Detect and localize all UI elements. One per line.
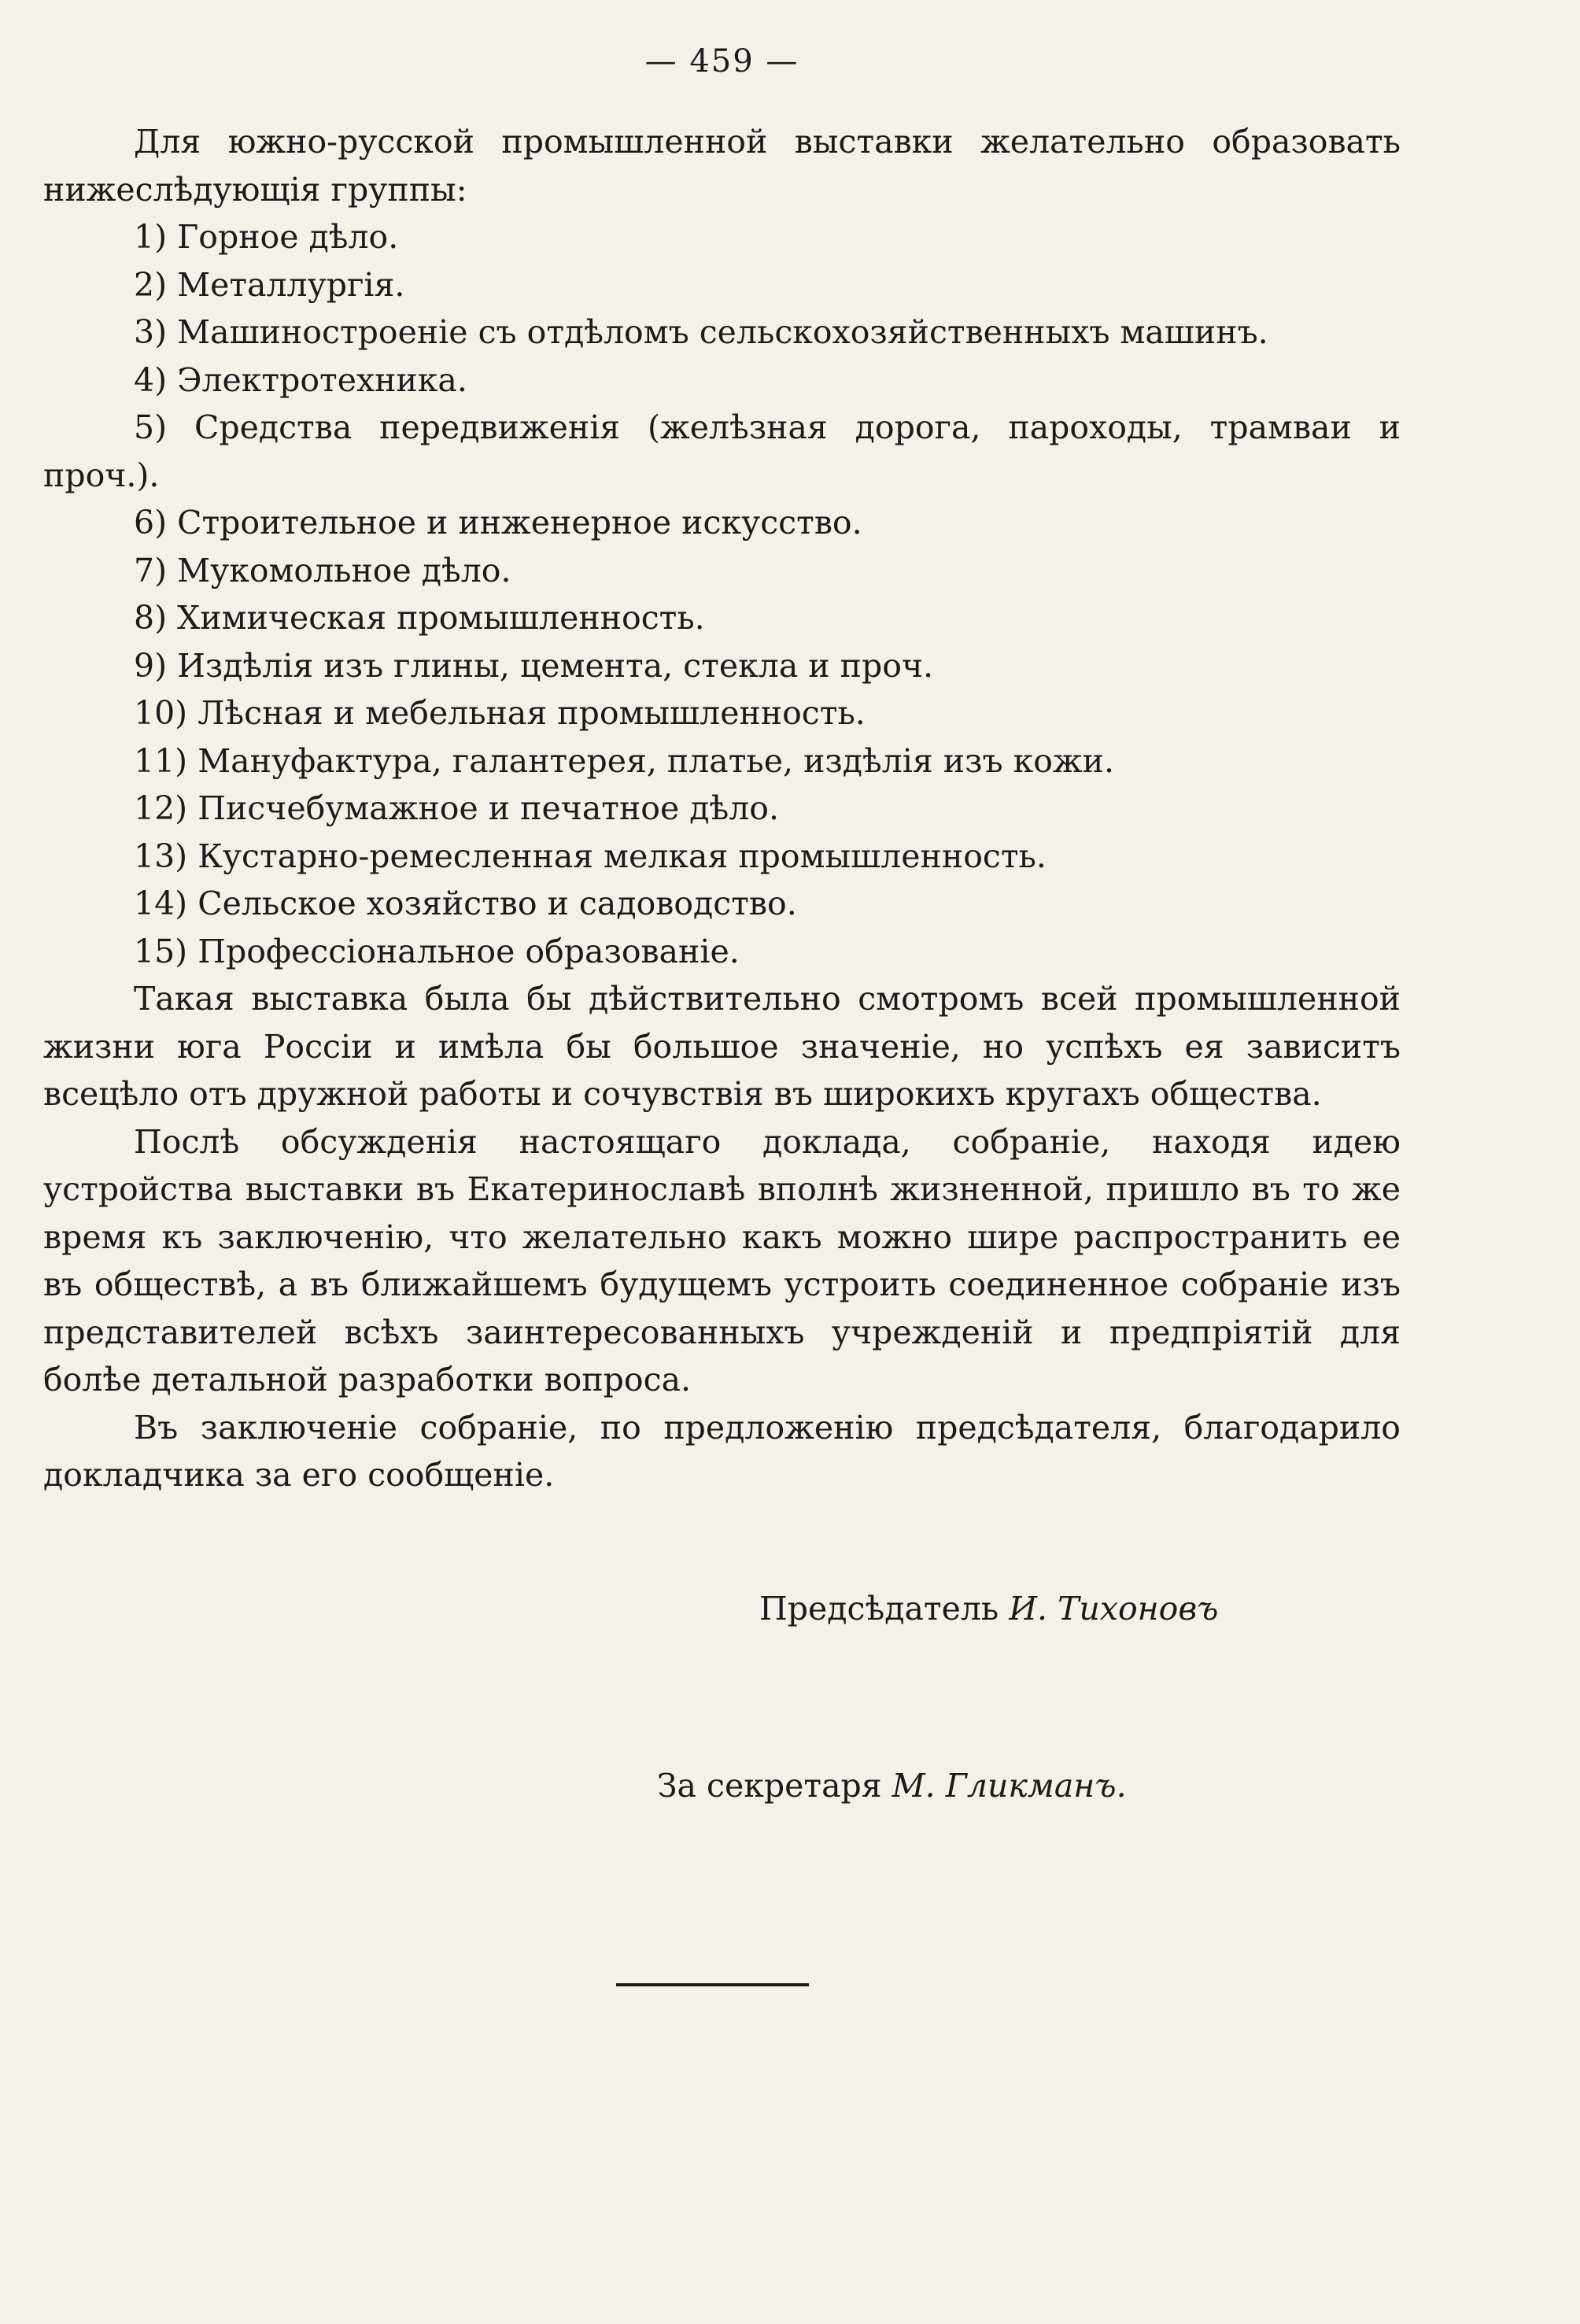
secretary-signature [657, 1767, 1127, 1805]
document-body [43, 118, 1401, 1499]
list-item: 10) Лѣсная и мебельная промышленность. [134, 694, 866, 732]
exhibition-significance-paragraph: Такая выставка была бы дѣйствительно смотромъ всей промышленной жизни юга Россіи и имѣла бы большое значеніе, но успѣхъ ея зависитъ всецѣло отъ дружной работы и сочувствія въ широкихъ кругахъ общества. [43, 980, 1401, 1113]
secretary-title: За секретаря [657, 1767, 882, 1805]
list-item: 15) Профессіональное образованіе. [134, 932, 740, 970]
secretary-name: М. Гликманъ. [892, 1767, 1127, 1805]
list-item: 12) Писчебумажное и печатное дѣло. [134, 789, 779, 827]
list-item: 3) Машиностроеніе съ отдѣломъ сельскохозяйственныхъ машинъ. [134, 313, 1268, 351]
list-item: 8) Химическая промышленность. [134, 599, 705, 637]
chair-signature [759, 1590, 1219, 1628]
closing-paragraph: Въ заключеніе собраніе, по предложенію предсѣдателя, благодарило докладчика за его сообщеніе. [43, 1408, 1401, 1494]
document-page [43, 0, 1401, 2324]
list-item: 13) Кустарно-ремесленная мелкая промышленность. [134, 837, 1047, 875]
list-item: 1) Горное дѣло. [134, 218, 399, 256]
list-item: 9) Издѣлія изъ глины, цемента, стекла и проч. [134, 646, 934, 685]
chair-title: Предсѣдатель [759, 1590, 999, 1628]
list-item: 14) Сельское хозяйство и садоводство. [134, 885, 797, 922]
list-item: 4) Электротехника. [134, 360, 467, 399]
list-item: 5) Средства передвиженія (желѣзная дорога, пароходы, трамваи и проч.). [43, 408, 1401, 494]
closing-rule [616, 1983, 809, 1986]
meeting-resolution-paragraph: Послѣ обсужденія настоящаго доклада, собраніе, находя идею устройства выставки въ Екатеринославѣ вполнѣ жизненной, пришло въ то же время къ заключенію, что желательно какъ можно шире распространить ее въ обществѣ, а въ ближайшемъ будущемъ устроить соединенное собраніе изъ представителей всѣхъ заинтересованныхъ учрежденій и предпріятій для болѣе детальной разработки вопроса. [43, 1122, 1401, 1398]
list-item: 7) Мукомольное дѣло. [134, 551, 511, 589]
chair-name: И. Тихоновъ [1009, 1590, 1219, 1628]
page-number: — 459 — [644, 43, 799, 79]
list-item: 6) Строительное и инженерное искусство. [134, 504, 862, 541]
list-item: 2) Металлургія. [134, 265, 405, 304]
intro-paragraph: Для южно-русской промышленной выставки желательно образовать нижеслѣдующія группы: [43, 123, 1401, 209]
exhibition-groups-list [43, 213, 1401, 975]
list-item: 11) Мануфактура, галантерея, платье, издѣлія изъ кожи. [134, 741, 1114, 780]
